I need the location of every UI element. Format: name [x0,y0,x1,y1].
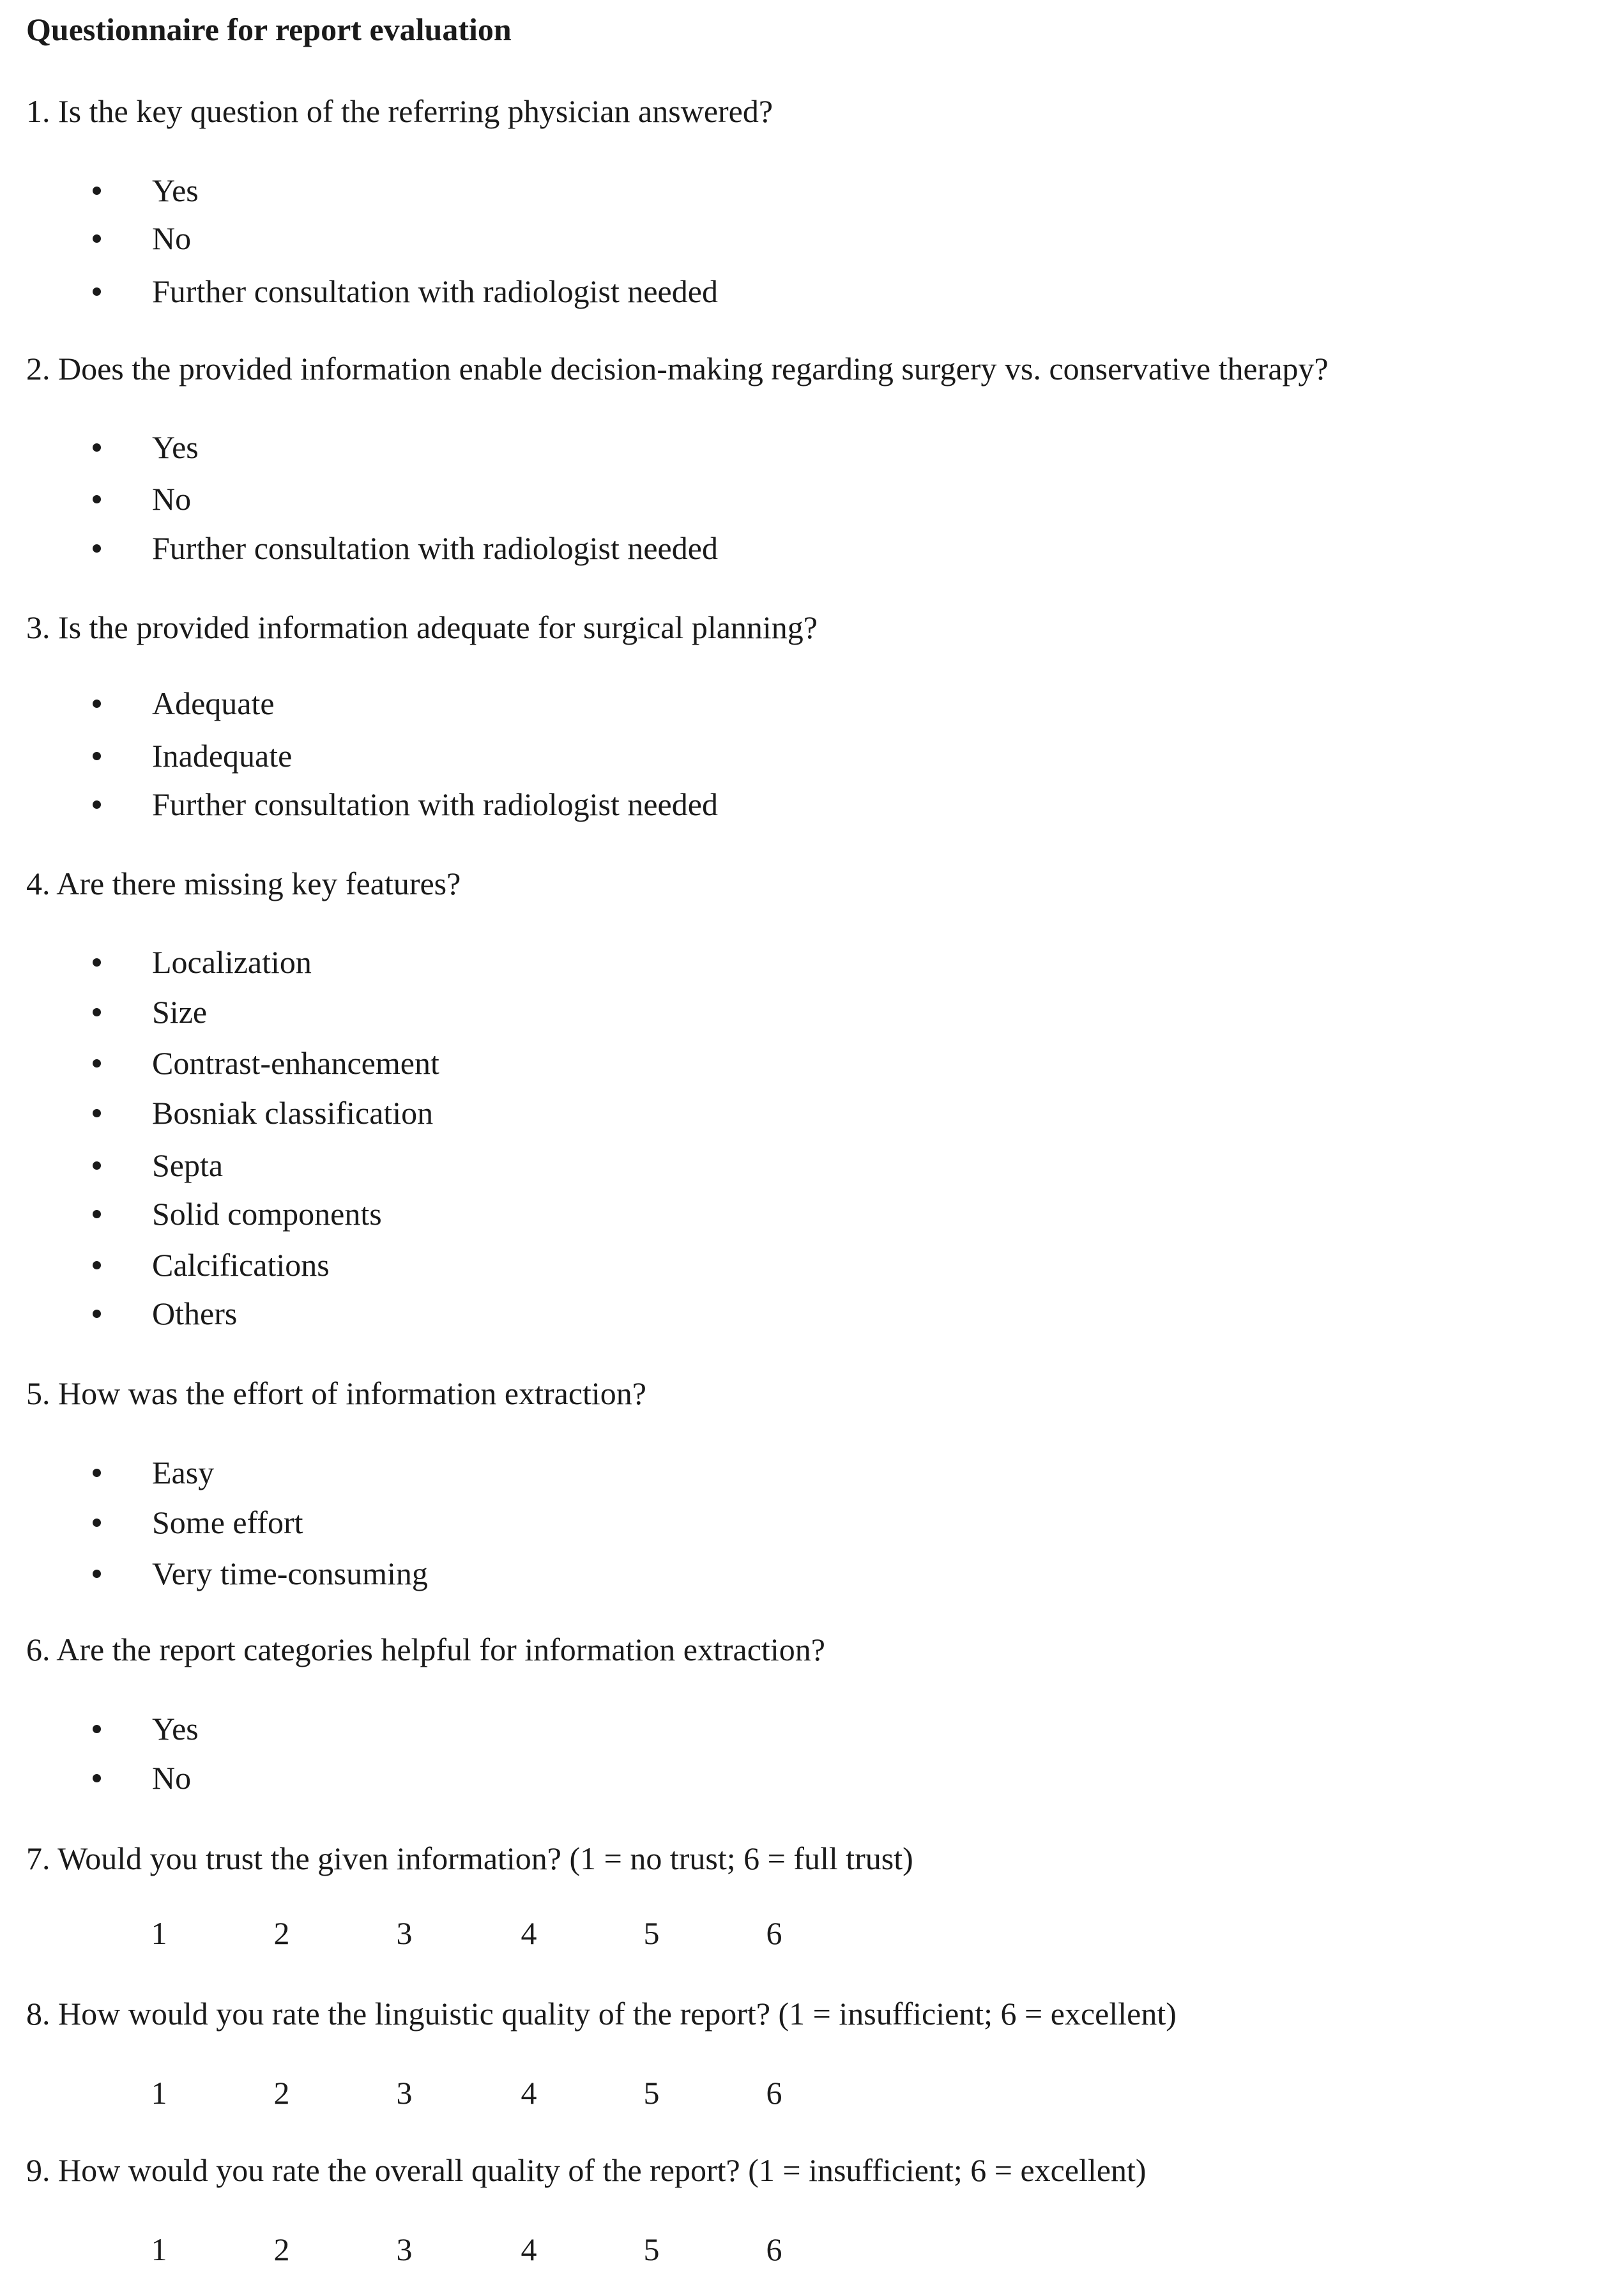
question-2: 2. Does the provided information enable decision-making regarding surgery vs. conservative therapy? [26,351,1329,386]
question-1: 1. Is the key question of the referring physician answered? [26,93,773,129]
bullet-icon [93,1109,101,1117]
bullet-icon [93,1210,101,1218]
bullet-icon [93,1008,101,1016]
rating-option[interactable]: 1 [151,1915,167,1951]
rating-option[interactable]: 6 [766,2231,782,2267]
bullet-icon [93,187,101,195]
question-7: 7. Would you trust the given information? (1 = no trust; 6 = full trust) [26,1841,913,1876]
bullet-icon [93,1161,101,1170]
bullet-icon [93,544,101,553]
rating-option[interactable]: 3 [396,2231,413,2267]
rating-option[interactable]: 1 [151,2075,167,2111]
bullet-icon [93,800,101,809]
bullet-icon [93,1059,101,1068]
rating-option[interactable]: 4 [521,2231,537,2267]
rating-option[interactable]: 2 [273,2231,290,2267]
bullet-icon [93,1570,101,1578]
bullet-icon [93,1725,101,1733]
rating-option[interactable]: 6 [766,2075,782,2111]
rating-option[interactable]: 2 [273,1915,290,1951]
bullet-icon [93,495,101,503]
bullet-icon [93,752,101,760]
question-5: 5. How was the effort of information extraction? [26,1375,646,1411]
rating-option[interactable]: 6 [766,1915,782,1951]
rating-option[interactable]: 4 [521,2075,537,2111]
bullet-icon [93,1774,101,1782]
rating-option[interactable]: 5 [643,1915,660,1951]
bullet-icon [93,1469,101,1477]
question-6: 6. Are the report categories helpful for information extraction? [26,1632,825,1667]
rating-option[interactable]: 2 [273,2075,290,2111]
question-9: 9. How would you rate the overall quality of the report? (1 = insufficient; 6 = excellent) [26,2152,1147,2188]
rating-option[interactable]: 1 [151,2231,167,2267]
bullet-icon [93,1310,101,1318]
bullet-icon [93,1519,101,1527]
rating-option[interactable]: 5 [643,2231,660,2267]
question-8: 8. How would you rate the linguistic quality of the report? (1 = insufficient; 6 = excellent) [26,1996,1177,2032]
page-title: Questionnaire for report evaluation [26,11,512,47]
question-3: 3. Is the provided information adequate for surgical planning? [26,609,818,645]
bullet-icon [93,700,101,708]
rating-option[interactable]: 5 [643,2075,660,2111]
rating-option[interactable]: 3 [396,1915,413,1951]
bullet-icon [93,1261,101,1269]
bullet-icon [93,958,101,967]
rating-option[interactable]: 3 [396,2075,413,2111]
question-4: 4. Are there missing key features? [26,866,461,901]
bullet-icon [93,234,101,243]
bullet-icon [93,287,101,296]
bullet-icon [93,443,101,452]
rating-option[interactable]: 4 [521,1915,537,1951]
